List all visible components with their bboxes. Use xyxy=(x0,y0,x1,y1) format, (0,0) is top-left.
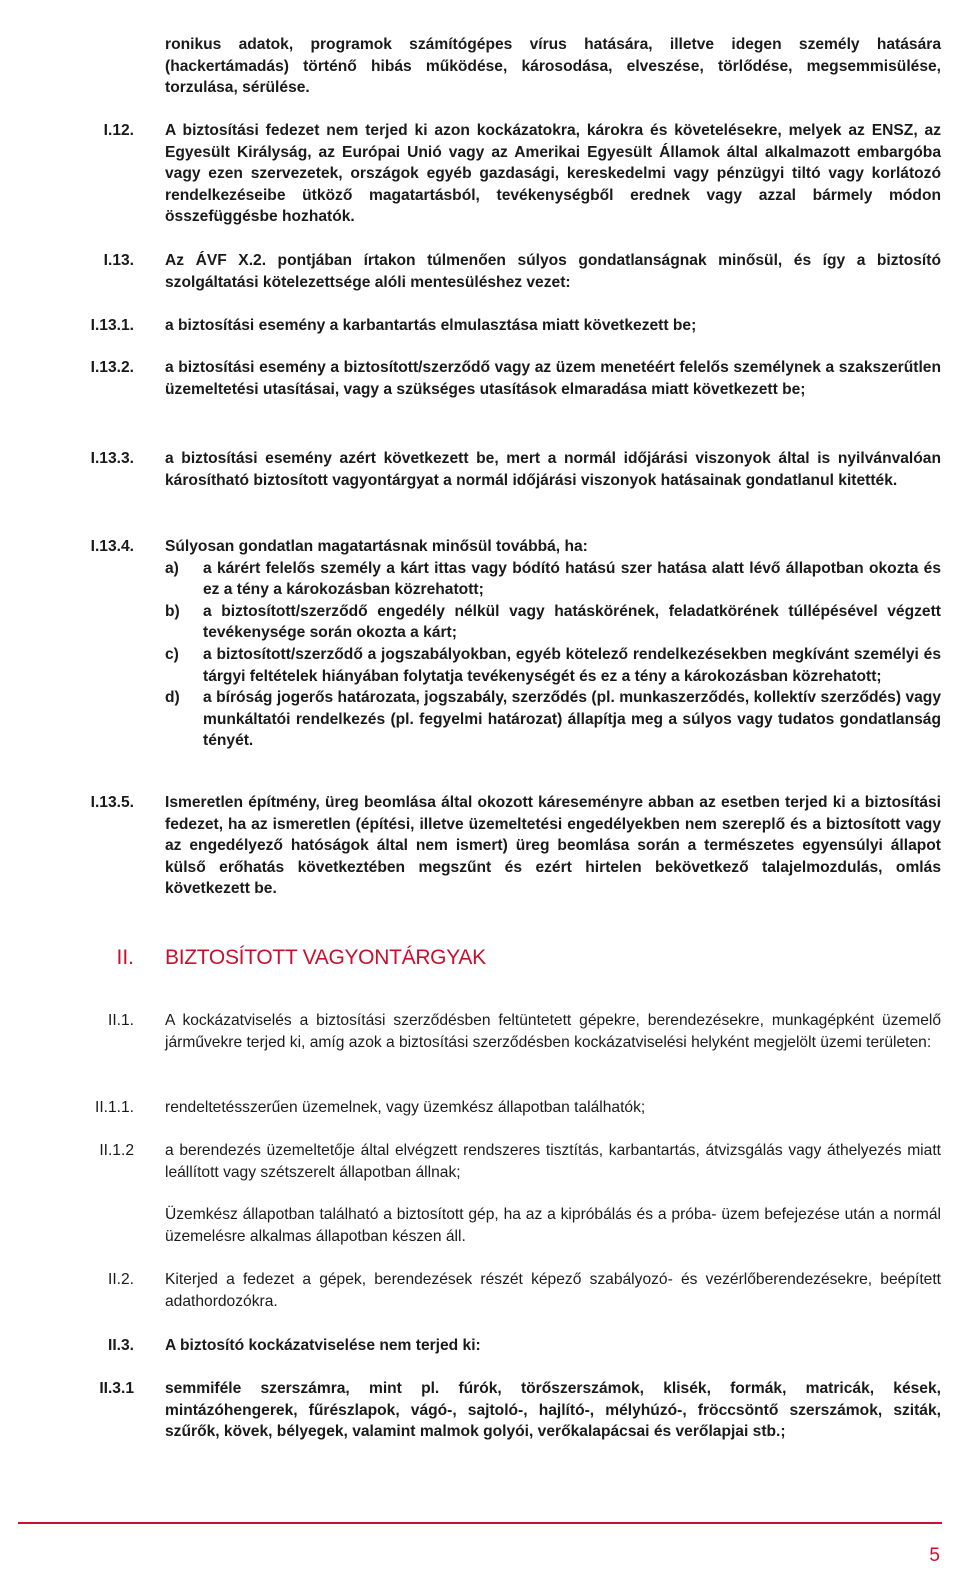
section-title: BIZTOSÍTOTT VAGYONTÁRGYAK xyxy=(165,946,486,969)
list-item-b xyxy=(165,601,941,644)
clause-number: I.13.4. xyxy=(90,538,134,555)
clause-number: II.1. xyxy=(107,1012,134,1029)
list-text: a kárért felelős személy a kárt ittas vagy bódító hatású szer hatása alatt lévő állapotban okozta és ez a tény a károkozásban közrehatott; xyxy=(203,559,941,599)
paragraph-text: Üzemkész állapotban található a biztosított gép, ha az a kipróbálás és a próba- üzem befejezése után a normál üzemelésre alkalmas állapotban készen áll. xyxy=(165,1206,941,1245)
list-text: a bíróság jogerős határozata, jogszabály, szerződés (pl. munkaszerződés, kollektív szerződés) vagy munkáltatói rendelkezés (pl. fegyelmi határozat) állapítja meg a súlyos vagy tudatos gondatlanság tényét. xyxy=(203,689,941,750)
clause-number: I.13.1. xyxy=(90,317,134,334)
list-letter: a) xyxy=(165,559,179,577)
clause-text: a berendezés üzemeltetője által elvégzett rendszeres tisztítás, karbantartás, átvizsgálás vagy áthelyezés miatt leállított vagy szétszerelt állapotban állnak; xyxy=(165,1142,941,1181)
list-item-c xyxy=(165,644,941,687)
clause-text: A kockázatviselés a biztosítási szerződésben feltüntetett gépekre, berendezésekre, munkagépként üzemelő járművekre terjed ki, amíg azok a biztosítási szerződésben kockázatviselési helyként megjelölt üzemi területen: xyxy=(165,1012,941,1051)
clause-intro: Súlyosan gondatlan magatartásnak minősül továbbá, ha: xyxy=(165,538,588,555)
section-number: II. xyxy=(116,946,134,969)
clause-number: I.13.5. xyxy=(90,794,134,811)
clause-number: II.1.1. xyxy=(94,1099,134,1116)
clause-number: II.1.2 xyxy=(99,1142,134,1159)
clause-text: semmiféle szerszámra, mint pl. fúrók, törőszerszámok, klisék, formák, matricák, kések, mintázóhengerek, fűrészlapok, vágó-, sajtoló-, hajlító-, mélyhúzó-, fröccsöntő szerszámok, sziták, szűrők, kövek, bélyegek, valamint malmok golyói, verőkalapácsai és verőlapjai stb.; xyxy=(165,1380,941,1441)
list-item-d xyxy=(165,687,941,752)
paragraph-text: ronikus adatok, programok számítógépes vírus hatására, illetve idegen személy hatására (hackertámadás) történő hibás működése, károsodása, elveszése, törlődése, megsemmisülése, torzulása, sérülése. xyxy=(165,36,941,97)
list-text: a biztosított/szerződő a jogszabályokban, egyéb kötelező rendelkezésekben megkívánt személyi és tárgyi feltételek hiányában folytatja tevékenységét és ez a tény a károkozásban közrehatott; xyxy=(203,645,941,685)
clause-number: I.13.2. xyxy=(90,359,134,376)
list-letter: b) xyxy=(165,602,180,620)
clause-text: Kiterjed a fedezet a gépek, berendezések részét képező szabályozó- és vezérlőberendezésekre, beépített adathordozókra. xyxy=(165,1271,941,1310)
clause-text: A biztosító kockázatviselése nem terjed ki: xyxy=(165,1337,481,1354)
clause-text: Ismeretlen építmény, üreg beomlása által okozott káreseményre abban az esetben terjed ki a biztosítási fedezet, ha az ismeretlen (építési, illetve üzemeltetési engedélyekben nem szereplő és a biztosított vagy az engedélyező hatóságok által nem ismert) üreg beomlása során a természetes egyensúlyi állapot külső erőhatás következtében megszűnt és ezért hirtelen bekövetkező talajelmozdulás, omlás következett be. xyxy=(165,794,941,898)
footer-divider xyxy=(18,1522,942,1524)
clause-number: I.13.3. xyxy=(90,450,134,467)
clause-number: II.3.1 xyxy=(99,1380,134,1397)
clause-body xyxy=(165,536,941,752)
clause-text: a biztosítási esemény azért következett be, mert a normál időjárási viszonyok által is nyilvánvalóan károsítható biztosított vagyontárgyat a normál időjárási viszonyok hatásainak gondatlanul kitették. xyxy=(165,450,941,489)
clause-number: I.12. xyxy=(103,122,134,139)
clause-number: II.2. xyxy=(107,1271,134,1288)
clause-number: II.3. xyxy=(107,1337,134,1354)
page-number: 5 xyxy=(929,1545,940,1566)
clause-text: A biztosítási fedezet nem terjed ki azon kockázatokra, károkra és követelésekre, melyek az ENSZ, az Egyesült Királyság, az Európai Unió vagy az Amerikai Egyesült Államok által alkalmazott embargóba vagy ezen szervezetek, országok egyéb gazdasági, kereskedelmi vagy pénzügyi tiltó vagy korlátozó rendelkezéseibe ütköző magatartásból, tevékenységből erednek vagy azzal bármely módon összefüggésbe hozhatók. xyxy=(165,122,941,226)
list-letter: d) xyxy=(165,689,180,707)
list-item-a xyxy=(165,558,941,601)
clause-text: Az ÁVF X.2. pontjában írtakon túlmenően súlyos gondatlanságnak minősül, és így a biztosító szolgáltatási kötelezettsége alóli mentesüléshez vezet: xyxy=(165,252,941,291)
clause-text: rendeltetésszerűen üzemelnek, vagy üzemkész állapotban találhatók; xyxy=(165,1099,646,1116)
clause-number: I.13. xyxy=(103,252,134,269)
clause-text: a biztosítási esemény a biztosított/szerződő vagy az üzem menetéért felelős személynek a szakszerűtlen üzemeltetési utasításai, vagy a szükséges utasítások elmaradása miatt következett be; xyxy=(165,359,941,398)
list-letter: c) xyxy=(165,645,179,663)
clause-text: a biztosítási esemény a karbantartás elmulasztása miatt következett be; xyxy=(165,317,697,334)
list-text: a biztosított/szerződő engedély nélkül vagy hatáskörének, feladatkörének túllépésével végzett tevékenysége során okozta a kárt; xyxy=(203,602,941,642)
